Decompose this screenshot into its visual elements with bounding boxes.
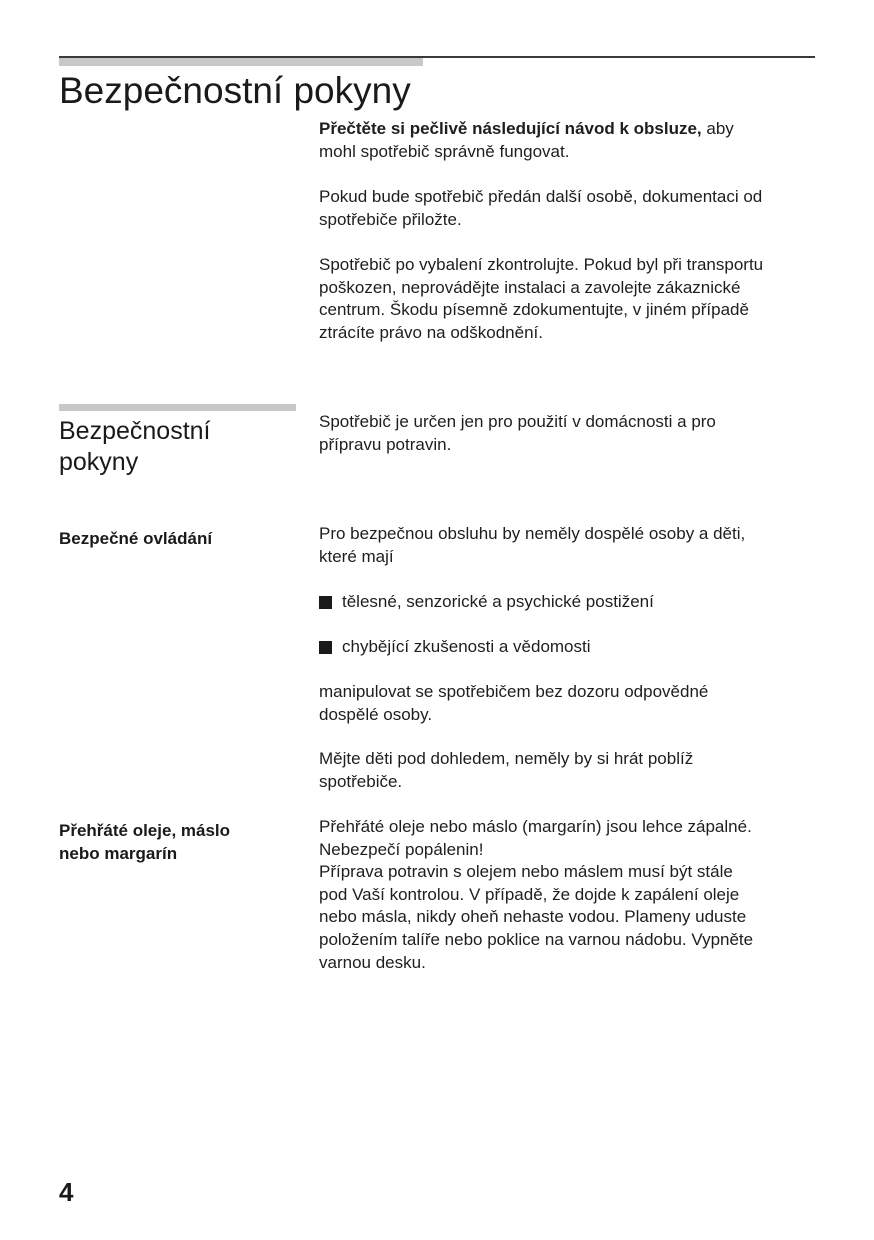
- intro-bold-lead: Přečtěte si pečlivě následující návod k obsluze,: [319, 119, 702, 138]
- intro-p3-line4: ztrácíte právo na odškodnění.: [319, 322, 543, 342]
- section-intro-line2: přípravu potravin.: [319, 434, 452, 454]
- safe-operation-paragraph-2: [319, 681, 819, 726]
- bullet-item: [319, 591, 819, 614]
- section-intro-paragraph: [319, 411, 819, 456]
- section-heading: [59, 416, 289, 478]
- bullet-item: [319, 636, 819, 659]
- intro-p3-line1: Spotřebič po vybalení zkontrolujte. Pokud byl při transportu: [319, 255, 764, 274]
- overheated-oil-paragraph: [319, 816, 819, 974]
- page-number: 4: [59, 1177, 74, 1207]
- safe-p3-line2: spotřebiče.: [319, 771, 403, 791]
- safe-p2-line1: manipulovat se spotřebičem bez dozoru odpovědné: [319, 682, 709, 701]
- oil-line: položením talíře nebo poklice na varnou nádobu. Vypněte: [319, 929, 754, 949]
- intro-paragraph-1: [319, 118, 819, 163]
- oil-line: varnou desku.: [319, 952, 426, 972]
- intro-p3-line3: centrum. Škodu písemně zdokumentujte, v jiném případě: [319, 300, 749, 320]
- oil-line: Příprava potravin s olejem nebo máslem musí být stále: [319, 862, 733, 882]
- overheated-oil-label: [59, 819, 299, 865]
- section-intro-line1: Spotřebič je určen jen pro použití v domácnosti a pro: [319, 412, 716, 431]
- oil-label-line2: nebo margarín: [59, 844, 178, 863]
- safe-operation-label: Bezpečné ovládání: [59, 529, 213, 548]
- section-heading-line1: Bezpečnostní: [59, 417, 211, 445]
- section-heading-line2: pokyny: [59, 448, 139, 476]
- section-rule-bar: [59, 404, 296, 411]
- safe-operation-paragraph-3: [319, 748, 819, 793]
- safe-p2-line2: dospělé osoby.: [319, 704, 433, 724]
- oil-line: pod Vaší kontrolou. V případě, že dojde k zapálení oleje: [319, 884, 740, 904]
- intro-p2-line1: Pokud bude spotřebič předán další osobě, dokumentaci od: [319, 187, 763, 206]
- bullet-text: tělesné, senzorické a psychické postižení: [342, 592, 654, 611]
- intro-p1-line2: mohl spotřebič správně fungovat.: [319, 141, 570, 161]
- safe-operation-paragraph-1: [319, 523, 819, 568]
- intro-p3-line2: poškozen, neprovádějte instalaci a zavolejte zákaznické: [319, 277, 741, 297]
- square-bullet-icon: [319, 596, 332, 609]
- intro-paragraph-3: [319, 254, 819, 344]
- safe-p1-line2: které mají: [319, 546, 394, 566]
- oil-line: nebo másla, nikdy oheň nehaste vodou. Plameny uduste: [319, 907, 747, 927]
- bullet-text: chybějící zkušenosti a vědomosti: [342, 637, 591, 656]
- intro-p2-line2: spotřebiče přiložte.: [319, 209, 462, 229]
- page-title: Bezpečnostní pokyny: [59, 70, 411, 111]
- safe-p1-line1: Pro bezpečnou obsluhu by neměly dospělé osoby a děti,: [319, 524, 746, 543]
- safe-p3-line1: Mějte děti pod dohledem, neměly by si hrát poblíž: [319, 749, 694, 768]
- top-rule-accent-bar: [59, 58, 423, 66]
- intro-p1-rest: aby: [701, 119, 734, 138]
- oil-label-line1: Přehřáté oleje, máslo: [59, 821, 231, 840]
- oil-line: Nebezpečí popálenin!: [319, 839, 484, 859]
- oil-line: Přehřáté oleje nebo máslo (margarín) jsou lehce zápalné.: [319, 817, 752, 836]
- square-bullet-icon: [319, 641, 332, 654]
- intro-paragraph-2: [319, 186, 819, 231]
